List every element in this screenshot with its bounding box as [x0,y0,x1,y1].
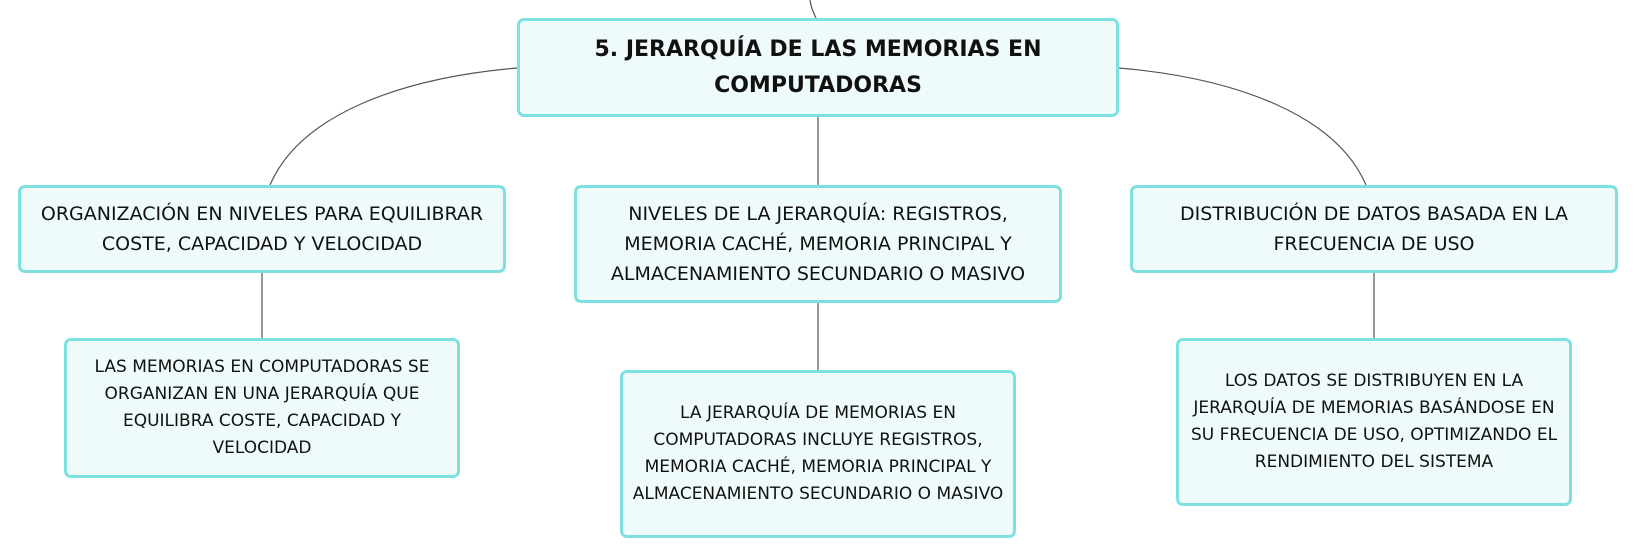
root-topic-label: 5. JERARQUÍA DE LAS MEMORIAS EN COMPUTADORAS [594,36,1042,98]
detail-node-levels[interactable] [620,370,1016,538]
detail-label-levels: LA JERARQUÍA DE MEMORIAS EN COMPUTADORAS INCLUYE REGISTROS, MEMORIA CACHÉ, MEMORIA PRINCIPAL Y ALMACENAMIENTO SECUNDARIO O MASIVO [632,403,1004,504]
connector-root-to-right [1119,68,1366,185]
detail-label-organization: LAS MEMORIAS EN COMPUTADORAS SE ORGANIZAN EN UNA JERARQUÍA QUE EQUILIBRA COSTE, CAPACIDAD Y VELOCIDAD [94,357,430,458]
connector-parent-to-root [810,0,816,18]
subtopic-label-distribution: DISTRIBUCIÓN DE DATOS BASADA EN LA FRECUENCIA DE USO [1180,203,1568,255]
detail-node-distribution[interactable] [1176,338,1572,506]
detail-node-organization[interactable] [64,338,460,478]
subtopic-node-organization[interactable] [18,185,506,273]
subtopic-node-distribution[interactable] [1130,185,1618,273]
root-topic-node[interactable] [517,18,1119,117]
subtopic-label-organization: ORGANIZACIÓN EN NIVELES PARA EQUILIBRAR COSTE, CAPACIDAD Y VELOCIDAD [40,203,484,255]
connector-root-to-left [270,68,517,185]
detail-label-distribution: LOS DATOS SE DISTRIBUYEN EN LA JERARQUÍA DE MEMORIAS BASÁNDOSE EN SU FRECUENCIA DE USO, OPTIMIZANDO EL RENDIMIENTO DEL SISTEMA [1190,371,1558,472]
subtopic-label-levels: NIVELES DE LA JERARQUÍA: REGISTROS, MEMORIA CACHÉ, MEMORIA PRINCIPAL Y ALMACENAMIENTO SECUNDARIO O MASIVO [610,203,1026,285]
subtopic-node-levels[interactable] [574,185,1062,303]
